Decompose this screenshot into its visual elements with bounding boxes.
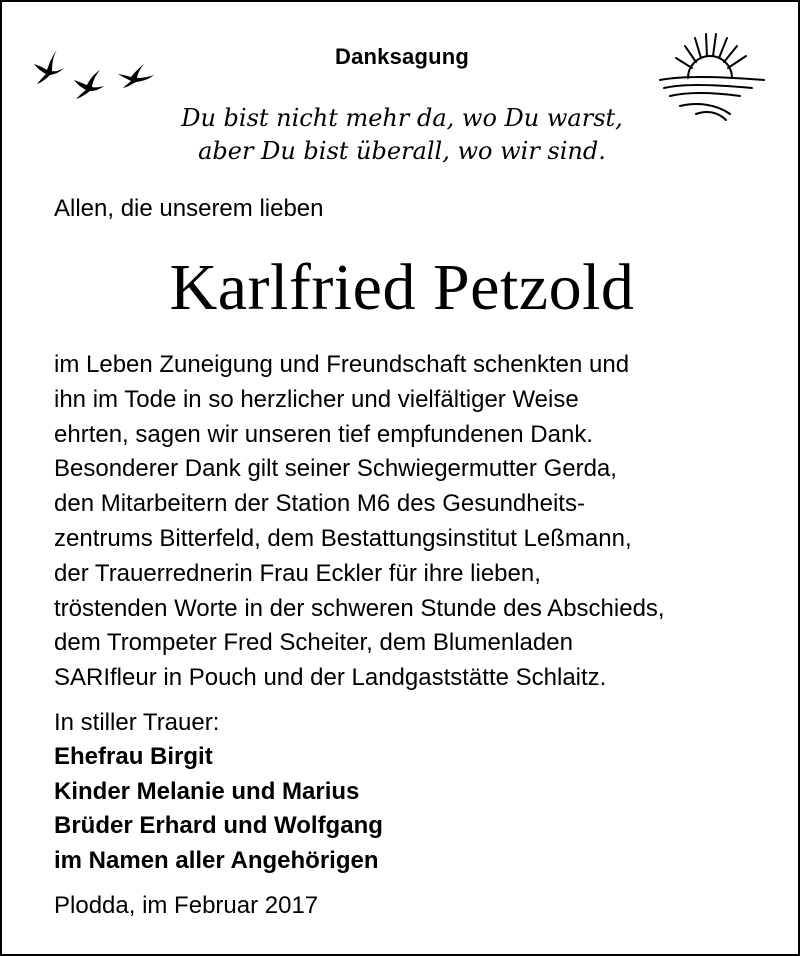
- thanks-paragraph: [54, 348, 665, 696]
- mourner-name: Ehefrau Birgit: [54, 743, 213, 771]
- text-line: tröstenden Worte in der schweren Stunde des Abschieds,: [54, 594, 665, 622]
- text-line: den Mitarbeitern der Station M6 des Gesundheits-: [54, 490, 585, 518]
- text-line: der Trauerrednerin Frau Eckler für ihre lieben,: [54, 559, 541, 587]
- intro-text: Allen, die unserem lieben: [54, 195, 324, 222]
- mourner-name: Kinder Melanie und Marius: [54, 777, 360, 805]
- mourner-name: Brüder Erhard und Wolfgang: [54, 812, 383, 840]
- text-line: SARIfleur in Pouch und der Landgaststätte Schlaitz.: [54, 664, 607, 692]
- place-date: Plodda, im Februar 2017: [54, 892, 319, 919]
- text-line: ehrten, sagen wir unseren tief empfundenen Dank.: [54, 420, 594, 448]
- text-line: ihn im Tode in so herzlicher und vielfältiger Weise: [54, 385, 579, 413]
- mourner-name: im Namen aller Angehörigen: [54, 846, 379, 874]
- text-line: im Leben Zuneigung und Freundschaft schenkten und: [54, 351, 630, 378]
- text-line: dem Trompeter Fred Scheiter, dem Blumenladen: [54, 629, 573, 657]
- mourners-block: [54, 706, 383, 878]
- text-line: zentrums Bitterfeld, dem Bestattungsinstitut Leßmann,: [54, 524, 632, 552]
- notice-title: Danksagung: [334, 44, 470, 69]
- mourners-heading: In stiller Trauer:: [54, 709, 220, 736]
- deceased-name: Karlfried Petzold: [169, 251, 635, 324]
- quote-line: Du bist nicht mehr da, wo Du warst,: [181, 104, 623, 132]
- quote-line: aber Du bist überall, wo wir sind.: [198, 137, 606, 165]
- text-line: Besonderer Dank gilt seiner Schwiegermutter Gerda,: [54, 455, 617, 483]
- memorial-quote: [2, 102, 800, 168]
